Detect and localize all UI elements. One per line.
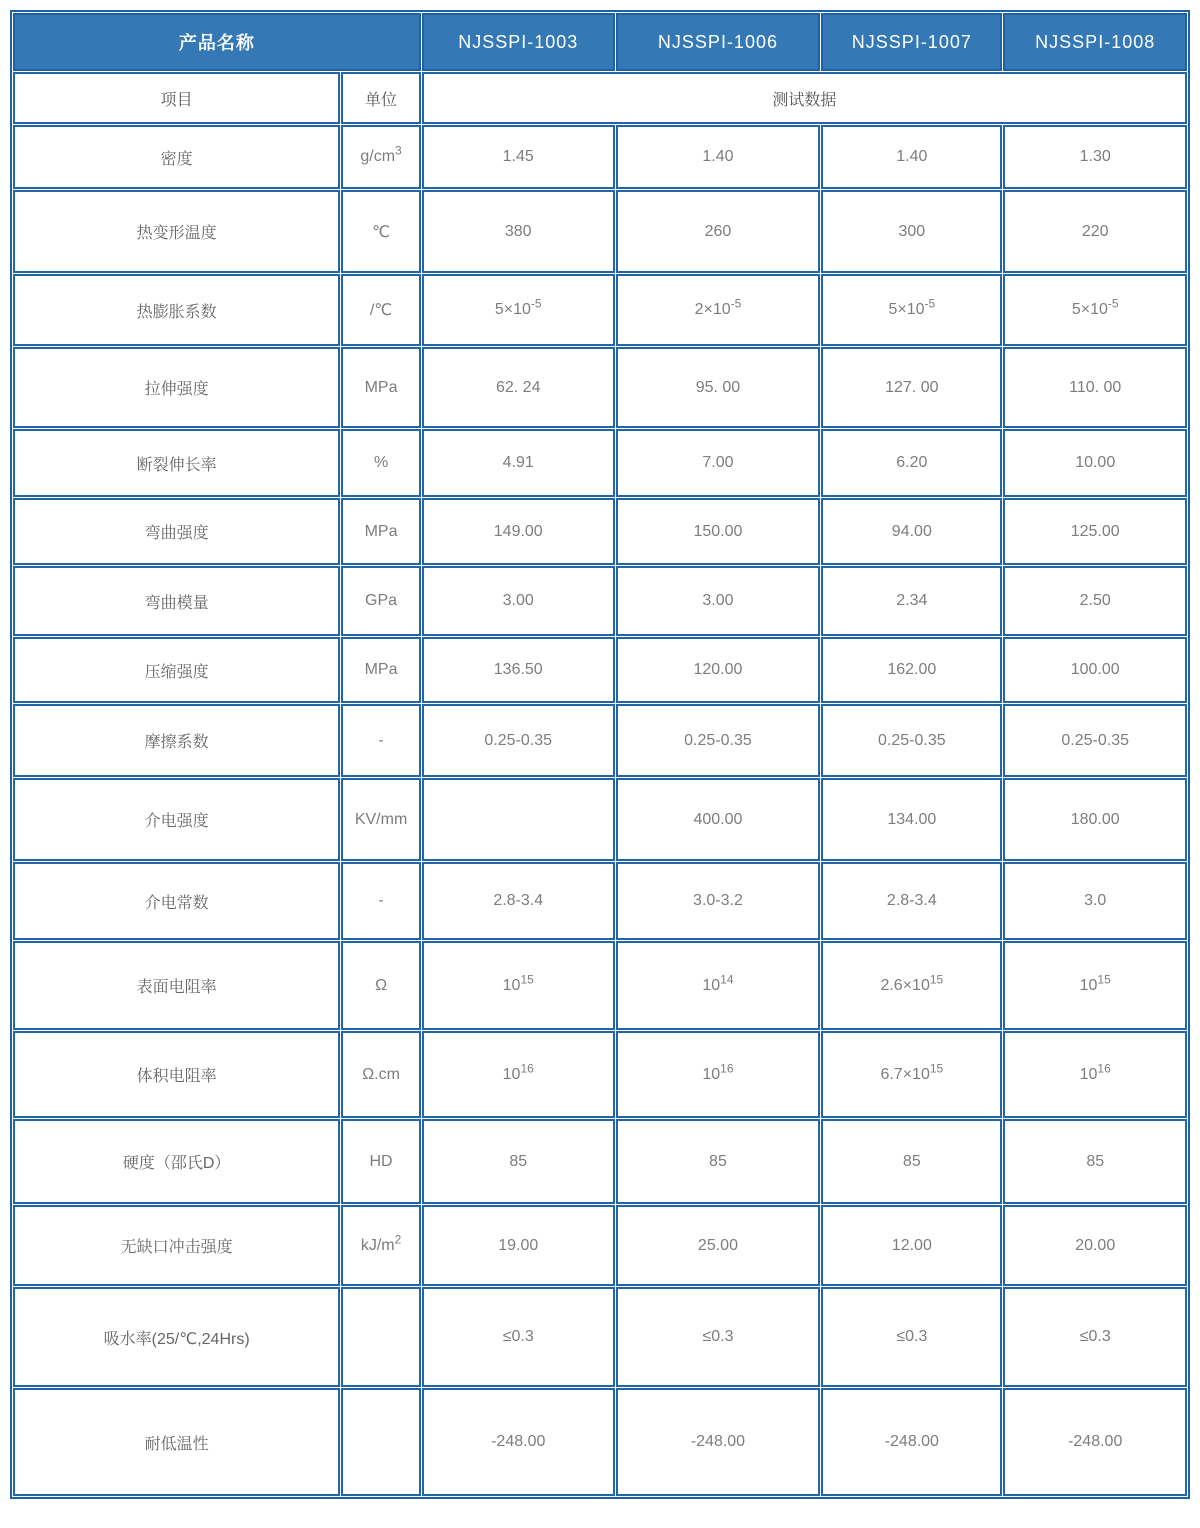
value-cell-NJSSPI-1008: 125.00 <box>1003 498 1187 565</box>
spec-row-3 <box>13 274 1187 346</box>
row-label-cell: 弯曲强度 <box>13 498 340 565</box>
row-label-cell: 摩擦系数 <box>13 704 340 777</box>
row-label-cell: 无缺口冲击强度 <box>13 1205 340 1286</box>
value-cell-NJSSPI-1003: 19.00 <box>422 1205 615 1286</box>
value-cell-NJSSPI-1006: 7.00 <box>616 429 821 497</box>
value-cell-NJSSPI-1006: 85 <box>616 1119 821 1204</box>
row-label-cell: 介电强度 <box>13 778 340 861</box>
row-label-cell: 断裂伸长率 <box>13 429 340 497</box>
value-cell-NJSSPI-1006: -248.00 <box>616 1388 821 1496</box>
unit-cell: /℃ <box>341 274 420 346</box>
value-cell-NJSSPI-1003: 3.00 <box>422 566 615 636</box>
value-cell-NJSSPI-1007: 94.00 <box>821 498 1002 565</box>
value-cell-NJSSPI-1007: 85 <box>821 1119 1002 1204</box>
value-cell-NJSSPI-1007: $6.7\times 10^{15}$ <box>821 1031 1002 1118</box>
unit-cell: $kJ/m^2$ <box>341 1205 420 1286</box>
value-cell-NJSSPI-1008: 1.30 <box>1003 125 1187 189</box>
value-cell-NJSSPI-1006: $10^{14}$ <box>616 941 821 1030</box>
row-label-cell: 热变形温度 <box>13 190 340 273</box>
value-cell-NJSSPI-1007: 2.8-3.4 <box>821 862 1002 940</box>
value-cell-NJSSPI-1006: 25.00 <box>616 1205 821 1286</box>
value-cell-NJSSPI-1007: 300 <box>821 190 1002 273</box>
unit-cell: % <box>341 429 420 497</box>
value-cell-NJSSPI-1007: 12.00 <box>821 1205 1002 1286</box>
spec-row-8 <box>13 637 1187 703</box>
value-cell-NJSSPI-1008: $10^{16}$ <box>1003 1031 1187 1118</box>
product-column-header-2: NJSSPI-1006 <box>616 13 821 71</box>
value-cell-NJSSPI-1003: -248.00 <box>422 1388 615 1496</box>
value-cell-NJSSPI-1006: 3.00 <box>616 566 821 636</box>
product-column-header-3: NJSSPI-1007 <box>821 13 1002 71</box>
row-label-cell: 压缩强度 <box>13 637 340 703</box>
row-label-cell: 拉伸强度 <box>13 347 340 428</box>
value-cell-NJSSPI-1008: 0.25-0.35 <box>1003 704 1187 777</box>
row-label-cell: 弯曲模量 <box>13 566 340 636</box>
unit-cell: KV/mm <box>341 778 420 861</box>
unit-cell: - <box>341 704 420 777</box>
spec-row-17 <box>13 1388 1187 1496</box>
unit-cell: MPa <box>341 498 420 565</box>
unit-cell: Ω <box>341 941 420 1030</box>
value-cell-NJSSPI-1006: 0.25-0.35 <box>616 704 821 777</box>
value-cell-NJSSPI-1008: ≤0.3 <box>1003 1287 1187 1387</box>
value-cell-NJSSPI-1003: 85 <box>422 1119 615 1204</box>
value-cell-NJSSPI-1008: 2.50 <box>1003 566 1187 636</box>
product-column-header-1: NJSSPI-1003 <box>422 13 615 71</box>
row-label-cell: 硬度（邵氏D） <box>13 1119 340 1204</box>
unit-cell: GPa <box>341 566 420 636</box>
value-cell-NJSSPI-1007: 2.34 <box>821 566 1002 636</box>
unit-cell: $g/cm^3$ <box>341 125 420 189</box>
product-name-header: 产品名称 <box>13 13 421 71</box>
value-cell-NJSSPI-1008: -248.00 <box>1003 1388 1187 1496</box>
spec-table-body <box>13 125 1187 1496</box>
value-cell-NJSSPI-1003: 380 <box>422 190 615 273</box>
value-cell-NJSSPI-1003: $10^{16}$ <box>422 1031 615 1118</box>
row-label-cell: 表面电阻率 <box>13 941 340 1030</box>
spec-row-9 <box>13 704 1187 777</box>
spec-row-16 <box>13 1287 1187 1387</box>
spec-row-14 <box>13 1119 1187 1204</box>
spec-row-2 <box>13 190 1187 273</box>
value-cell-NJSSPI-1008: 10.00 <box>1003 429 1187 497</box>
value-cell-NJSSPI-1006: 95. 00 <box>616 347 821 428</box>
value-cell-NJSSPI-1007: -248.00 <box>821 1388 1002 1496</box>
row-label-cell: 密度 <box>13 125 340 189</box>
spec-row-5 <box>13 429 1187 497</box>
value-cell-NJSSPI-1006: 1.40 <box>616 125 821 189</box>
value-cell-NJSSPI-1003: $10^{15}$ <box>422 941 615 1030</box>
value-cell-NJSSPI-1008: 110. 00 <box>1003 347 1187 428</box>
value-cell-NJSSPI-1006: 120.00 <box>616 637 821 703</box>
unit-cell: - <box>341 862 420 940</box>
product-column-header-4: NJSSPI-1008 <box>1003 13 1187 71</box>
unit-cell <box>341 1287 420 1387</box>
value-cell-NJSSPI-1007: 134.00 <box>821 778 1002 861</box>
value-cell-NJSSPI-1007: 0.25-0.35 <box>821 704 1002 777</box>
item-column-header: 项目 <box>13 72 340 124</box>
value-cell-NJSSPI-1003: ≤0.3 <box>422 1287 615 1387</box>
value-cell-NJSSPI-1008: $10^{15}$ <box>1003 941 1187 1030</box>
value-cell-NJSSPI-1006: 400.00 <box>616 778 821 861</box>
value-cell-NJSSPI-1003: 149.00 <box>422 498 615 565</box>
value-cell-NJSSPI-1007: 6.20 <box>821 429 1002 497</box>
unit-cell: Ω.cm <box>341 1031 420 1118</box>
spec-row-1 <box>13 125 1187 189</box>
spec-row-12 <box>13 941 1187 1030</box>
value-cell-NJSSPI-1006: 150.00 <box>616 498 821 565</box>
value-cell-NJSSPI-1007: 127. 00 <box>821 347 1002 428</box>
value-cell-NJSSPI-1007: ≤0.3 <box>821 1287 1002 1387</box>
spec-table <box>10 10 1190 1499</box>
value-cell-NJSSPI-1003: 0.25-0.35 <box>422 704 615 777</box>
value-cell-NJSSPI-1006: $10^{16}$ <box>616 1031 821 1118</box>
value-cell-NJSSPI-1008: 20.00 <box>1003 1205 1187 1286</box>
value-cell-NJSSPI-1007: 162.00 <box>821 637 1002 703</box>
value-cell-NJSSPI-1006: ≤0.3 <box>616 1287 821 1387</box>
spec-row-13 <box>13 1031 1187 1118</box>
spec-row-11 <box>13 862 1187 940</box>
value-cell-NJSSPI-1006: 3.0-3.2 <box>616 862 821 940</box>
row-label-cell: 吸水率(25/℃,24Hrs) <box>13 1287 340 1387</box>
unit-cell: HD <box>341 1119 420 1204</box>
value-cell-NJSSPI-1003: 2.8-3.4 <box>422 862 615 940</box>
value-cell-NJSSPI-1006: 260 <box>616 190 821 273</box>
spec-row-4 <box>13 347 1187 428</box>
value-cell-NJSSPI-1007: $2.6\times 10^{15}$ <box>821 941 1002 1030</box>
unit-cell: MPa <box>341 637 420 703</box>
unit-cell: MPa <box>341 347 420 428</box>
value-cell-NJSSPI-1003: 1.45 <box>422 125 615 189</box>
row-label-cell: 体积电阻率 <box>13 1031 340 1118</box>
value-cell-NJSSPI-1003: 62. 24 <box>422 347 615 428</box>
unit-cell: ℃ <box>341 190 420 273</box>
value-cell-NJSSPI-1003: $5\times 10^{-5}$ <box>422 274 615 346</box>
value-cell-NJSSPI-1008: 85 <box>1003 1119 1187 1204</box>
value-cell-NJSSPI-1008: 180.00 <box>1003 778 1187 861</box>
unit-cell <box>341 1388 420 1496</box>
value-cell-NJSSPI-1006: $2\times 10^{-5}$ <box>616 274 821 346</box>
value-cell-NJSSPI-1007: $5\times 10^{-5}$ <box>821 274 1002 346</box>
value-cell-NJSSPI-1008: 3.0 <box>1003 862 1187 940</box>
row-label-cell: 耐低温性 <box>13 1388 340 1496</box>
spec-row-6 <box>13 498 1187 565</box>
unit-column-header: 单位 <box>341 72 420 124</box>
value-cell-NJSSPI-1007: 1.40 <box>821 125 1002 189</box>
product-header-row <box>13 13 1187 71</box>
value-cell-NJSSPI-1008: 220 <box>1003 190 1187 273</box>
value-cell-NJSSPI-1003: 4.91 <box>422 429 615 497</box>
value-cell-NJSSPI-1008: $5\times 10^{-5}$ <box>1003 274 1187 346</box>
row-label-cell: 热膨胀系数 <box>13 274 340 346</box>
value-cell-NJSSPI-1003 <box>422 778 615 861</box>
spec-row-15 <box>13 1205 1187 1286</box>
row-label-cell: 介电常数 <box>13 862 340 940</box>
subheader-row <box>13 72 1187 124</box>
spec-row-10 <box>13 778 1187 861</box>
value-cell-NJSSPI-1008: 100.00 <box>1003 637 1187 703</box>
value-cell-NJSSPI-1003: 136.50 <box>422 637 615 703</box>
spec-row-7 <box>13 566 1187 636</box>
test-data-header: 测试数据 <box>422 72 1187 124</box>
